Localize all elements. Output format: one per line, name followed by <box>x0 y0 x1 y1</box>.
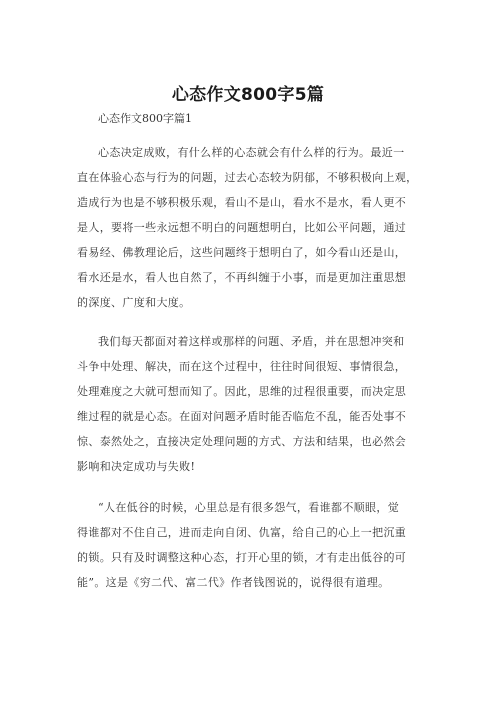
paragraph-3-line-4: 能”。这是《穷二代、富二代》作者钱图说的，说得很有道理。 <box>77 576 390 589</box>
page-title: 心态作文800字5篇 <box>171 85 325 105</box>
paragraph-3-line-2: 得谁都对不住自己，进而走向自闭、仇富，给自己的心上一把沉重 <box>77 526 407 539</box>
paragraph-3-line-3: 的锁。只有及时调整这种心态，打开心里的锁，才有走出低谷的可 <box>77 551 407 564</box>
paragraph-1-line-7: 的深度、广度和大度。 <box>77 296 191 309</box>
paragraph-1-line-3: 造成行为也是不够积极乐观，看山不是山，看水不是水，看人更不 <box>77 196 407 209</box>
paragraph-2-line-2: 斗争中处理、解决，而在这个过程中，往往时间很短、事情很急， <box>77 360 407 373</box>
paragraph-2-line-6: 影响和决定成功与失败! <box>77 460 196 473</box>
paragraph-2-line-4: 维过程的就是心态。在面对问题矛盾时能否临危不乱，能否处事不 <box>77 410 407 423</box>
paragraph-1-line-4: 是人，要将一些永远想不明白的问题想明白，比如公平问题，通过 <box>77 221 407 234</box>
paragraph-2-line-3: 处理难度之大就可想而知了。因此，思维的过程很重要，而决定思 <box>77 385 407 398</box>
paragraph-1-line-6: 看水还是水，看人也自然了，不再纠缠于小事，而是更加注重思想 <box>77 271 407 284</box>
paragraph-1-line-5: 看易经、佛教理论后，这些问题终于想明白了，如今看山还是山， <box>77 246 407 259</box>
paragraph-3-line-1: “人在低谷的时候，心里总是有很多怨气，看谁都不顺眼，觉 <box>98 501 400 514</box>
paragraph-2-line-5: 惊、泰然处之，直接决定处理问题的方式、方法和结果，也必然会 <box>77 435 407 448</box>
paragraph-1-line-2: 直在体验心态与行为的问题，过去心态较为阴郁，不够积极向上观， <box>77 171 418 184</box>
section-heading: 心态作文800字篇1 <box>98 112 192 125</box>
paragraph-2-line-1: 我们每天都面对着这样或那样的问题、矛盾，并在思想冲突和 <box>98 335 405 348</box>
paragraph-1-line-1: 心态决定成败，有什么样的心态就会有什么样的行为。最近一 <box>98 146 405 159</box>
